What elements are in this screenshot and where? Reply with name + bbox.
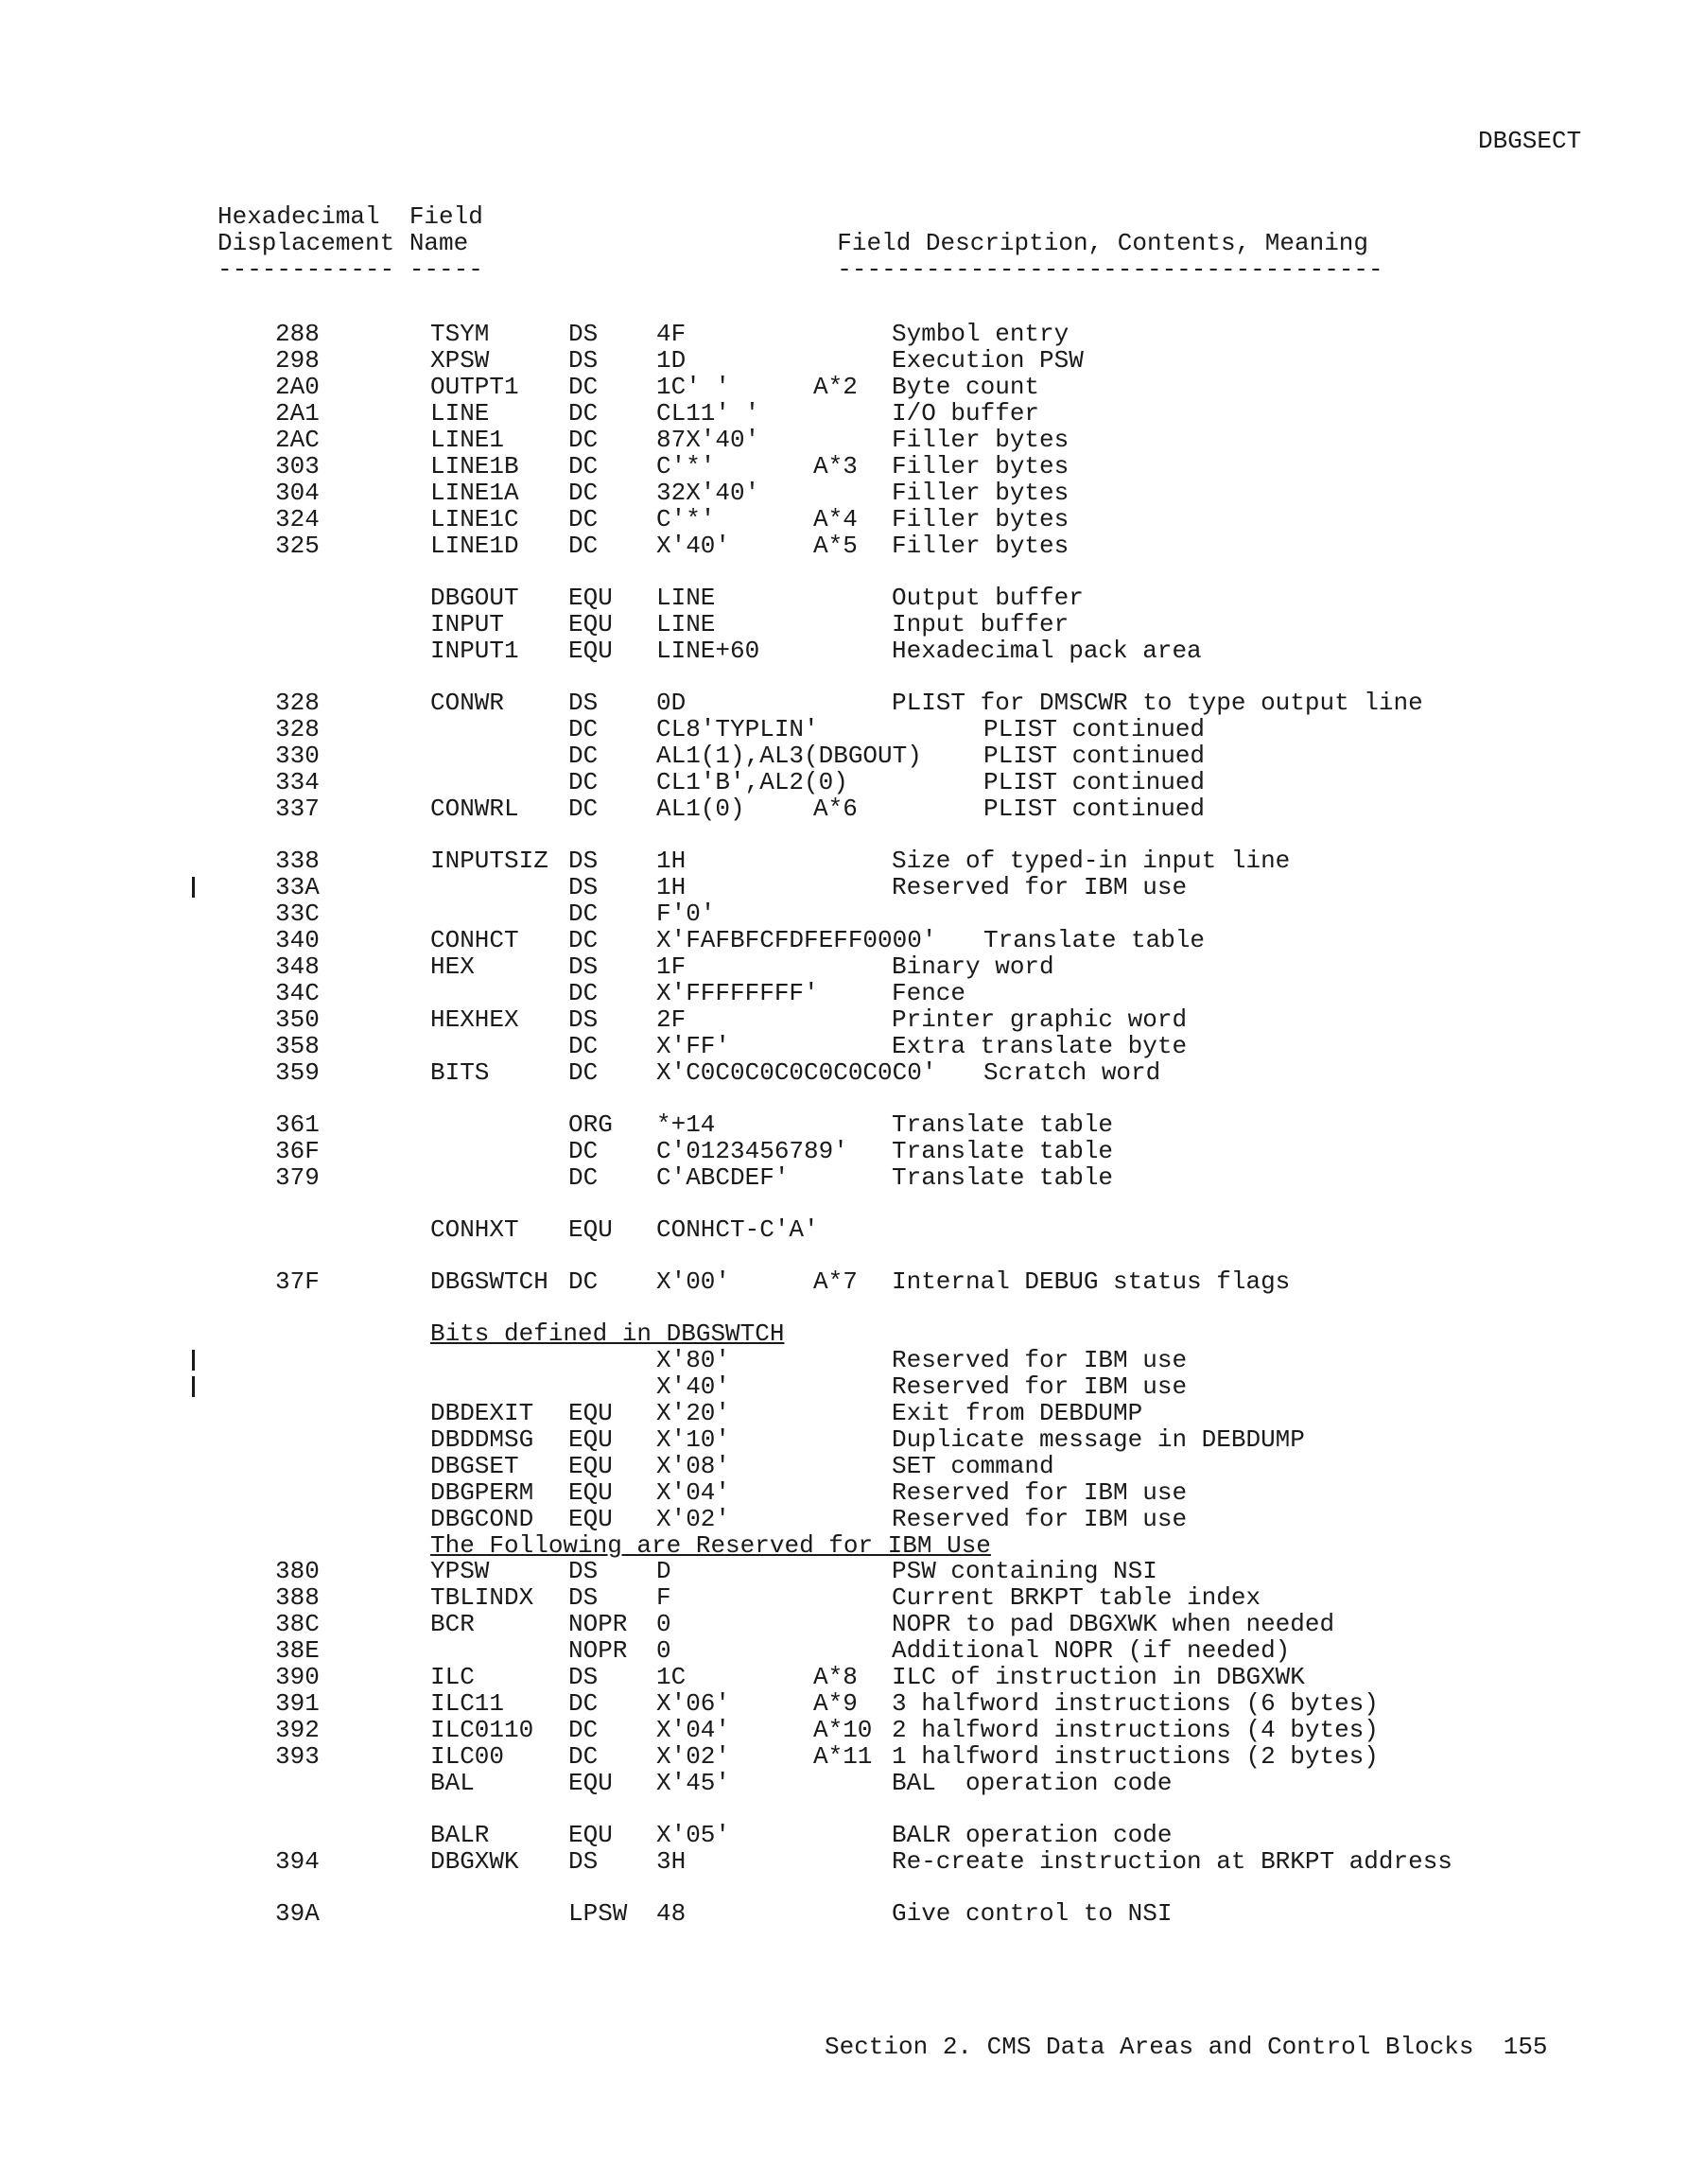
field-description: Translate table xyxy=(892,1137,1114,1165)
field-name: ILC11 xyxy=(430,1689,505,1718)
hex-displacement: 324 xyxy=(275,505,320,533)
hex-displacement: 33C xyxy=(275,900,320,928)
field-description: PLIST for DMSCWR to type output line xyxy=(892,689,1423,717)
operation: DC xyxy=(568,1267,599,1296)
hex-displacement: 350 xyxy=(275,1005,320,1034)
operation: DC xyxy=(568,426,599,454)
operand: X'40' xyxy=(656,1372,731,1401)
field-name: DBDEXIT xyxy=(430,1399,534,1427)
operand: D xyxy=(656,1557,671,1585)
field-description: NOPR to pad DBGXWK when needed xyxy=(892,1610,1335,1638)
field-name: BITS xyxy=(430,1058,490,1087)
operation: EQU xyxy=(568,1452,613,1480)
operation: DS xyxy=(568,847,599,875)
operation: ORG xyxy=(568,1110,613,1139)
operand: C'*' xyxy=(656,505,716,533)
field-description: BALR operation code xyxy=(892,1821,1173,1849)
operation: NOPR xyxy=(568,1610,628,1638)
field-description: Reserved for IBM use xyxy=(892,1505,1188,1533)
field-description: Execution PSW xyxy=(892,346,1084,375)
operand: 32X'40' xyxy=(656,479,760,507)
operand: 0D xyxy=(656,689,687,717)
hex-displacement: 388 xyxy=(275,1583,320,1612)
operation: EQU xyxy=(568,1425,613,1454)
field-description: PLIST continued xyxy=(983,795,1206,823)
hex-displacement: 393 xyxy=(275,1742,320,1771)
operation: DC xyxy=(568,795,599,823)
operand: CL8'TYPLIN' xyxy=(656,715,819,743)
operand: X'20' xyxy=(656,1399,731,1427)
operand: 0 xyxy=(656,1610,671,1638)
field-name: LINE1A xyxy=(430,479,519,507)
field-name: INPUTSIZ xyxy=(430,847,548,875)
field-description: Filler bytes xyxy=(892,426,1070,454)
field-name: INPUT xyxy=(430,610,505,638)
note-ref: A*8 xyxy=(813,1663,858,1691)
operand: LINE xyxy=(656,610,716,638)
operation: DC xyxy=(568,1716,599,1744)
field-name: INPUT1 xyxy=(430,637,519,665)
field-name: ILC00 xyxy=(430,1742,505,1771)
field-name: LINE1D xyxy=(430,532,519,560)
operand: X'02' xyxy=(656,1742,731,1771)
operand: *+14 xyxy=(656,1110,716,1139)
field-description: Reserved for IBM use xyxy=(892,1372,1188,1401)
hex-displacement: 337 xyxy=(275,795,320,823)
operand: 0 xyxy=(656,1636,671,1665)
field-description: Extra translate byte xyxy=(892,1032,1188,1060)
field-name: XPSW xyxy=(430,346,490,375)
operand: X'06' xyxy=(656,1689,731,1718)
operand: CL11' ' xyxy=(656,399,760,428)
operation: DC xyxy=(568,452,599,480)
note-ref: A*9 xyxy=(813,1689,858,1718)
operation: DC xyxy=(568,926,599,954)
field-name: OUTPT1 xyxy=(430,373,519,401)
hex-displacement: 2AC xyxy=(275,426,320,454)
field-name: DBGOUT xyxy=(430,584,519,612)
operand: X'02' xyxy=(656,1505,731,1533)
field-name: CONWRL xyxy=(430,795,519,823)
operand: LINE+60 xyxy=(656,637,760,665)
field-name: DBGSWTCH xyxy=(430,1267,548,1296)
operand: X'C0C0C0C0C0C0C0C0' xyxy=(656,1058,937,1087)
operand: C'*' xyxy=(656,452,716,480)
operation: DC xyxy=(568,479,599,507)
field-description: Symbol entry xyxy=(892,320,1070,348)
hex-displacement: 2A0 xyxy=(275,373,320,401)
note-ref: A*5 xyxy=(813,532,858,560)
operation: DS xyxy=(568,346,599,375)
hex-displacement: 33A xyxy=(275,873,320,901)
hex-displacement: 298 xyxy=(275,346,320,375)
field-name: ILC xyxy=(430,1663,475,1691)
hex-displacement: 288 xyxy=(275,320,320,348)
field-name: BALR xyxy=(430,1821,490,1849)
operation: DC xyxy=(568,1032,599,1060)
hex-displacement: 304 xyxy=(275,479,320,507)
operation: EQU xyxy=(568,637,613,665)
hex-displacement: 394 xyxy=(275,1847,320,1876)
hex-displacement: 391 xyxy=(275,1689,320,1718)
operation: DC xyxy=(568,1058,599,1087)
revision-bar xyxy=(192,1376,195,1397)
field-description: Scratch word xyxy=(983,1058,1161,1087)
hex-displacement: 36F xyxy=(275,1137,320,1165)
field-name: TBLINDX xyxy=(430,1583,534,1612)
operation: EQU xyxy=(568,584,613,612)
operand: X'45' xyxy=(656,1769,731,1797)
field-description: PLIST continued xyxy=(983,768,1206,796)
field-name: CONHCT xyxy=(430,926,519,954)
operation: EQU xyxy=(568,1478,613,1507)
field-description: Translate table xyxy=(983,926,1206,954)
operand: F xyxy=(656,1583,671,1612)
note-ref: A*7 xyxy=(813,1267,858,1296)
hex-displacement: 37F xyxy=(275,1267,320,1296)
field-description: Internal DEBUG status flags xyxy=(892,1267,1291,1296)
operation: DC xyxy=(568,768,599,796)
operation: DC xyxy=(568,1742,599,1771)
operand: AL1(0) xyxy=(656,795,745,823)
operation: DC xyxy=(568,900,599,928)
operand: X'40' xyxy=(656,532,731,560)
operation: EQU xyxy=(568,1769,613,1797)
operation: DS xyxy=(568,320,599,348)
page-footer: Section 2. CMS Data Areas and Control Blocks 155 xyxy=(825,2033,1548,2061)
hex-displacement: 325 xyxy=(275,532,320,560)
operation: EQU xyxy=(568,1505,613,1533)
hex-displacement: 38C xyxy=(275,1610,320,1638)
operation: DC xyxy=(568,373,599,401)
hex-displacement: 390 xyxy=(275,1663,320,1691)
column-header-line2: Displacement Name Field Description, Contents, Meaning xyxy=(217,229,1368,257)
operand: 1H xyxy=(656,873,687,901)
field-description: Hexadecimal pack area xyxy=(892,637,1202,665)
operation: DC xyxy=(568,1163,599,1192)
field-name: CONWR xyxy=(430,689,505,717)
operand: X'FAFBFCFDFEFF0000' xyxy=(656,926,937,954)
field-description: Filler bytes xyxy=(892,452,1070,480)
section-heading-text: The Following are Reserved for IBM Use xyxy=(430,1531,991,1560)
field-name: LINE1 xyxy=(430,426,505,454)
operand: CONHCT-C'A' xyxy=(656,1215,819,1244)
note-ref: A*6 xyxy=(813,795,858,823)
hex-displacement: 340 xyxy=(275,926,320,954)
field-description: Input buffer xyxy=(892,610,1070,638)
operation: DS xyxy=(568,1663,599,1691)
operation: EQU xyxy=(568,1215,613,1244)
field-description: Re-create instruction at BRKPT address xyxy=(892,1847,1452,1876)
operand: C'0123456789' xyxy=(656,1137,848,1165)
field-name: BCR xyxy=(430,1610,475,1638)
field-description: SET command xyxy=(892,1452,1054,1480)
field-description: Size of typed-in input line xyxy=(892,847,1291,875)
field-description: Additional NOPR (if needed) xyxy=(892,1636,1291,1665)
operand: 1C' ' xyxy=(656,373,731,401)
field-name: HEXHEX xyxy=(430,1005,519,1034)
hex-displacement: 338 xyxy=(275,847,320,875)
operand: F'0' xyxy=(656,900,716,928)
field-description: Current BRKPT table index xyxy=(892,1583,1261,1612)
field-description: 2 halfword instructions (4 bytes) xyxy=(892,1716,1379,1744)
operand: 1F xyxy=(656,952,687,981)
operation: EQU xyxy=(568,1399,613,1427)
operation: DC xyxy=(568,715,599,743)
operand: C'ABCDEF' xyxy=(656,1163,790,1192)
operation: NOPR xyxy=(568,1636,628,1665)
column-header-line1: Hexadecimal Field xyxy=(217,202,483,231)
operation: DS xyxy=(568,1557,599,1585)
hex-displacement: 34C xyxy=(275,979,320,1007)
hex-displacement: 328 xyxy=(275,715,320,743)
field-description: Binary word xyxy=(892,952,1054,981)
note-ref: A*4 xyxy=(813,505,858,533)
operand: AL1(1),AL3(DBGOUT) xyxy=(656,742,922,770)
field-name: DBGXWK xyxy=(430,1847,519,1876)
field-description: Reserved for IBM use xyxy=(892,873,1188,901)
field-name: LINE1C xyxy=(430,505,519,533)
field-name: LINE xyxy=(430,399,490,428)
hex-displacement: 361 xyxy=(275,1110,320,1139)
operation: DC xyxy=(568,979,599,1007)
operand: 1H xyxy=(656,847,687,875)
field-name: DBGCOND xyxy=(430,1505,534,1533)
operation: DS xyxy=(568,689,599,717)
field-name: BAL xyxy=(430,1769,475,1797)
field-description: Filler bytes xyxy=(892,505,1070,533)
field-description: Reserved for IBM use xyxy=(892,1346,1188,1374)
section-heading-text: Bits defined in DBGSWTCH xyxy=(430,1319,785,1348)
operand: LINE xyxy=(656,584,716,612)
field-description: 3 halfword instructions (6 bytes) xyxy=(892,1689,1379,1718)
operand: CL1'B',AL2(0) xyxy=(656,768,848,796)
field-description: Byte count xyxy=(892,373,1040,401)
operation: DC xyxy=(568,505,599,533)
field-name: ILC0110 xyxy=(430,1716,534,1744)
hex-displacement: 38E xyxy=(275,1636,320,1665)
field-description: ILC of instruction in DBGXWK xyxy=(892,1663,1305,1691)
note-ref: A*3 xyxy=(813,452,858,480)
hex-displacement: 392 xyxy=(275,1716,320,1744)
hex-displacement: 348 xyxy=(275,952,320,981)
hex-displacement: 379 xyxy=(275,1163,320,1192)
column-header-rule: ------------ ----- ------------------------------------- xyxy=(217,255,1383,284)
operand: X'FFFFFFFF' xyxy=(656,979,819,1007)
hex-displacement: 328 xyxy=(275,689,320,717)
field-description: Translate table xyxy=(892,1163,1114,1192)
operation: EQU xyxy=(568,610,613,638)
hex-displacement: 359 xyxy=(275,1058,320,1087)
operation: DC xyxy=(568,1689,599,1718)
operand: X'05' xyxy=(656,1821,731,1849)
section-tag: DBGSECT xyxy=(1478,127,1582,155)
revision-bar xyxy=(192,1350,195,1371)
field-description: Fence xyxy=(892,979,966,1007)
hex-displacement: 303 xyxy=(275,452,320,480)
field-description: Give control to NSI xyxy=(892,1899,1173,1928)
field-description: I/O buffer xyxy=(892,399,1040,428)
operand: X'80' xyxy=(656,1346,731,1374)
operation: DS xyxy=(568,1005,599,1034)
operation: LPSW xyxy=(568,1899,628,1928)
operation: DC xyxy=(568,399,599,428)
revision-bar xyxy=(192,877,195,898)
field-name: YPSW xyxy=(430,1557,490,1585)
operand: 87X'40' xyxy=(656,426,760,454)
field-name: LINE1B xyxy=(430,452,519,480)
hex-displacement: 358 xyxy=(275,1032,320,1060)
operand: X'04' xyxy=(656,1478,731,1507)
operation: DS xyxy=(568,1847,599,1876)
operation: DC xyxy=(568,742,599,770)
field-description: 1 halfword instructions (2 bytes) xyxy=(892,1742,1379,1771)
field-description: Reserved for IBM use xyxy=(892,1478,1188,1507)
field-name: DBGSET xyxy=(430,1452,519,1480)
operand: X'04' xyxy=(656,1716,731,1744)
field-description: Translate table xyxy=(892,1110,1114,1139)
field-description: Duplicate message in DEBDUMP xyxy=(892,1425,1305,1454)
hex-displacement: 2A1 xyxy=(275,399,320,428)
note-ref: A*2 xyxy=(813,373,858,401)
operand: 1C xyxy=(656,1663,687,1691)
field-description: PLIST continued xyxy=(983,742,1206,770)
operation: DC xyxy=(568,532,599,560)
field-description: PSW containing NSI xyxy=(892,1557,1157,1585)
operation: EQU xyxy=(568,1821,613,1849)
operation: DS xyxy=(568,952,599,981)
hex-displacement: 380 xyxy=(275,1557,320,1585)
field-description: Output buffer xyxy=(892,584,1084,612)
hex-displacement: 334 xyxy=(275,768,320,796)
operation: DS xyxy=(568,873,599,901)
field-name: CONHXT xyxy=(430,1215,519,1244)
field-description: Exit from DEBDUMP xyxy=(892,1399,1143,1427)
field-description: Filler bytes xyxy=(892,532,1070,560)
field-description: Filler bytes xyxy=(892,479,1070,507)
operand: 4F xyxy=(656,320,687,348)
operation: DS xyxy=(568,1583,599,1612)
operand: X'10' xyxy=(656,1425,731,1454)
operand: X'FF' xyxy=(656,1032,731,1060)
operand: X'08' xyxy=(656,1452,731,1480)
operand: 2F xyxy=(656,1005,687,1034)
operand: X'00' xyxy=(656,1267,731,1296)
field-description: PLIST continued xyxy=(983,715,1206,743)
note-ref: A*11 xyxy=(813,1742,873,1771)
hex-displacement: 330 xyxy=(275,742,320,770)
operand: 48 xyxy=(656,1899,687,1928)
field-name: DBGPERM xyxy=(430,1478,534,1507)
operand: 3H xyxy=(656,1847,687,1876)
operation: DC xyxy=(568,1137,599,1165)
field-name: TSYM xyxy=(430,320,490,348)
hex-displacement: 39A xyxy=(275,1899,320,1928)
note-ref: A*10 xyxy=(813,1716,873,1744)
operand: 1D xyxy=(656,346,687,375)
field-description: BAL operation code xyxy=(892,1769,1173,1797)
field-name: HEX xyxy=(430,952,475,981)
field-description: Printer graphic word xyxy=(892,1005,1188,1034)
field-name: DBDDMSG xyxy=(430,1425,534,1454)
